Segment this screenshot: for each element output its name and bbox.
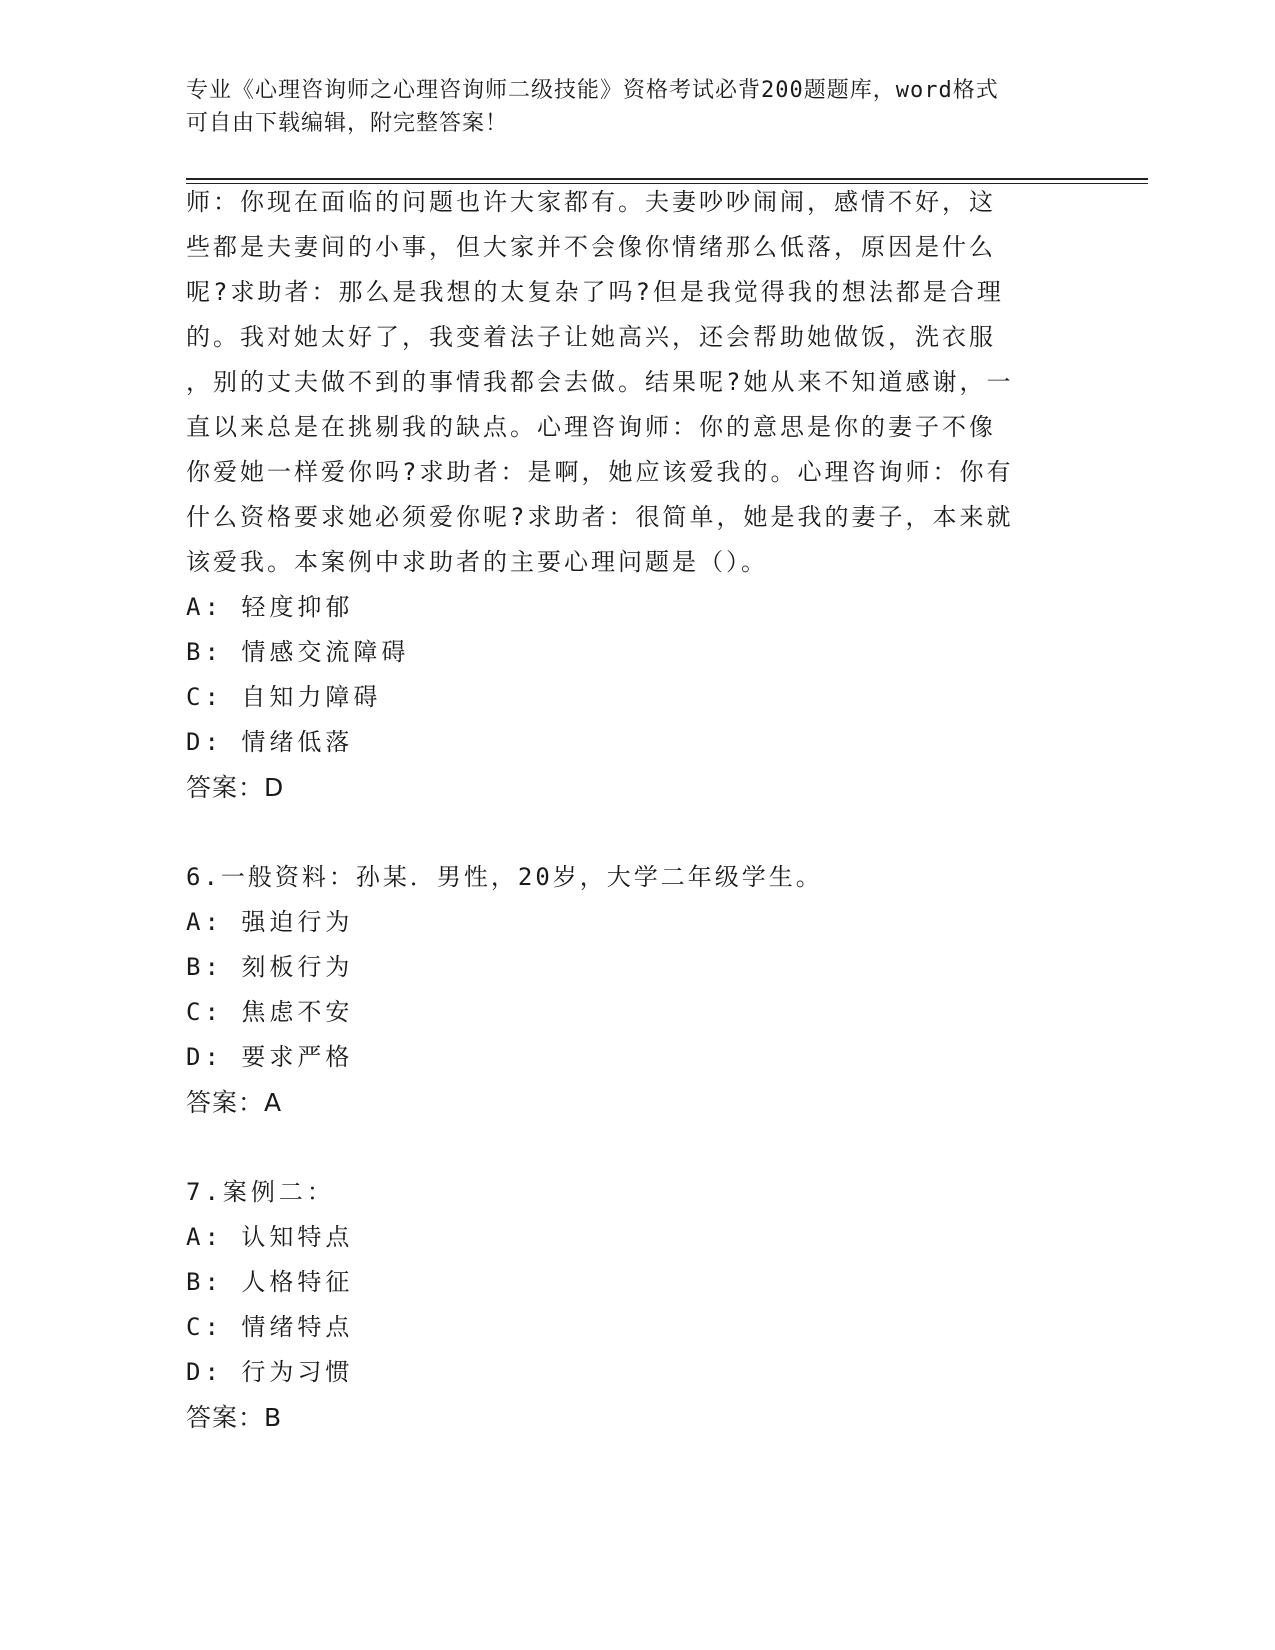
question-7-stem: 7.案例二： — [186, 1178, 335, 1206]
header-line-2: 可自由下载编辑，附完整答案！ — [186, 111, 509, 136]
document-header — [186, 74, 1066, 140]
option-d: D: 行为习惯 — [186, 1358, 354, 1386]
question-5-stem — [186, 180, 1066, 585]
option-b: B: 情感交流障碍 — [186, 638, 410, 666]
stem-line: 的。我对她太好了，我变着法子让她高兴，还会帮助她做饭，洗衣服 — [186, 323, 996, 351]
stem-line: ，别的丈夫做不到的事情我都会去做。结果呢?她从来不知道感谢，一 — [186, 368, 1014, 396]
option-d: D: 情绪低落 — [186, 728, 354, 756]
stem-line: 该爱我。本案例中求助者的主要心理问题是（）。 — [186, 548, 768, 576]
option-b: B: 刻板行为 — [186, 953, 354, 981]
option-c: C: 自知力障碍 — [186, 683, 382, 711]
question-6-stem: 6.一般资料：孙某．男性，20岁，大学二年级学生。 — [186, 863, 823, 891]
answer-line: 答案：B — [186, 1403, 283, 1432]
option-c: C: 焦虑不安 — [186, 998, 354, 1026]
stem-line: 师：你现在面临的问题也许大家都有。夫妻吵吵闹闹，感情不好，这 — [186, 188, 996, 216]
stem-line: 些都是夫妻间的小事，但大家并不会像你情绪那么低落，原因是什么 — [186, 233, 996, 261]
stem-line: 你爱她一样爱你吗?求助者：是啊，她应该爱我的。心理咨询师：你有 — [186, 458, 1014, 486]
stem-line: 呢?求助者：那么是我想的太复杂了吗?但是我觉得我的想法都是合理 — [186, 278, 1004, 306]
option-d: D: 要求严格 — [186, 1043, 354, 1071]
answer-line: 答案：A — [186, 1088, 283, 1117]
option-b: B: 人格特征 — [186, 1268, 354, 1296]
header-line-1: 专业《心理咨询师之心理咨询师二级技能》资格考试必背200题题库，word格式 — [186, 78, 999, 103]
answer-line: 答案：D — [186, 773, 285, 802]
stem-line: 直以来总是在挑剔我的缺点。心理咨询师：你的意思是你的妻子不像 — [186, 413, 996, 441]
option-a: A: 强迫行为 — [186, 908, 354, 936]
stem-line: 什么资格要求她必须爱你呢?求助者：很简单，她是我的妻子，本来就 — [186, 503, 1014, 531]
option-c: C: 情绪特点 — [186, 1313, 354, 1341]
option-a: A: 轻度抑郁 — [186, 593, 354, 621]
option-a: A: 认知特点 — [186, 1223, 354, 1251]
